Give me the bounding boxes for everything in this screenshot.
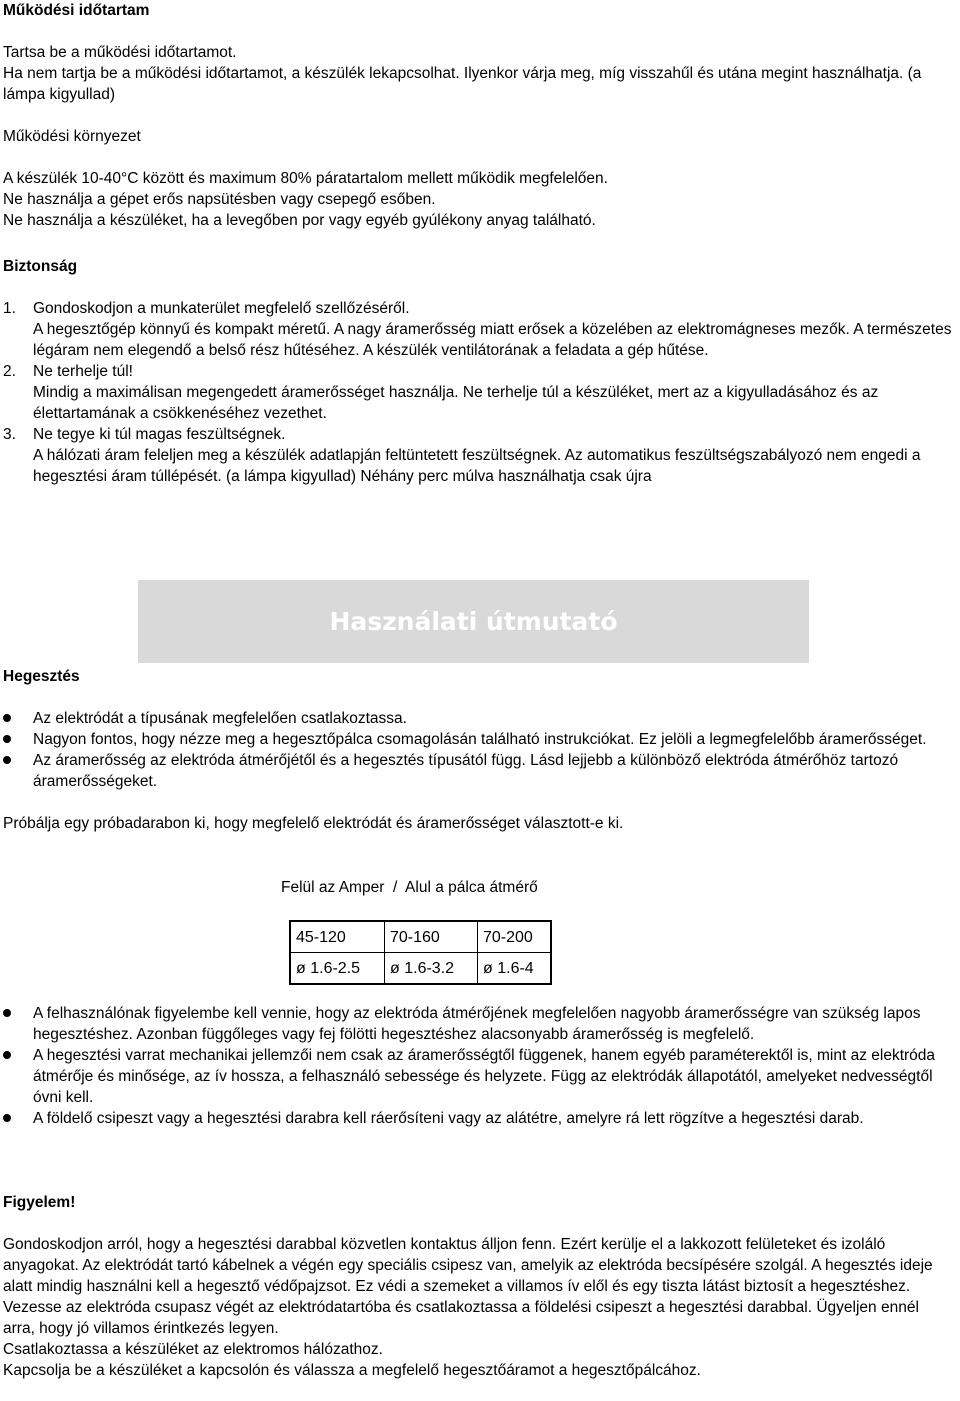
table-cell: ø 1.6-4 (478, 953, 552, 985)
manual-banner: Használati útmutató (138, 580, 809, 663)
amperage-table (289, 920, 552, 985)
list-item: A hegesztési varrat mechanikai jellemzői nem csak az áramerősségtől függenek, hanem egyéb paraméterektől is, mint az elektróda átmérője és minősége, az ív hossza, a felhasználó sebessége és helyzete. Függ az elektródák állapotától, amelyeket nedvességtől óvni kell. (3, 1045, 955, 1108)
section-title: Biztonság (3, 258, 78, 275)
table-cell: ø 1.6-2.5 (290, 953, 385, 985)
item-heading: Ne tegye ki túl magas feszültségnek. (33, 426, 286, 443)
list-item: A földelő csipeszt vagy a hegesztési darabra kell ráerősíteni vagy az alátétre, amelyre rá lett rögzítve a hegesztési darab. (3, 1108, 955, 1129)
paragraph: Tartsa be a működési időtartamot. (3, 44, 237, 61)
item-body: A hegesztőgép könnyű és kompakt méretű. A nagy áramerősség miatt erősek a közelében az elektromágneses mezők. A természetes légáram nem elegendő a belső rész hűtéséhez. A készülék ventilátorának a feladata a gép hűtése. (33, 321, 952, 359)
section-title: Működési környezet (3, 128, 141, 145)
numbered-item (3, 298, 955, 361)
item-number: 1. (3, 300, 16, 317)
paragraph: A készülék 10-40°C között és maximum 80% páratartalom mellett működik megfelelően. (3, 170, 608, 187)
section-operating-time (3, 0, 955, 105)
bullet-list (3, 708, 955, 792)
item-number: 3. (3, 426, 16, 443)
list-item: Az elektródát a típusának megfelelően csatlakoztassa. (3, 708, 955, 729)
item-body: A hálózati áram feleljen meg a készülék adatlapján feltüntetett feszültségnek. Az automatikus feszültségszabályozó nem engedi a hegesztési áram túllépését. (a lámpa kigyullad) Néhány perc múlva használhatja csak újra (33, 447, 921, 485)
table-row (290, 921, 551, 953)
list-item: A felhasználónak figyelembe kell vennie, hogy az elektróda átmérőjének megfelelően nagyobb áramerősségre van szükség lapos hegesztéshez. Azonban függőleges vagy fej fölötti hegesztéshez alacsonyabb áramerősség is megfelelő. (3, 1003, 955, 1045)
section-title: Hegesztés (3, 668, 80, 685)
list-item: Az áramerősség az elektróda átmérőjétől és a hegesztés típusától függ. Lásd lejjebb a különböző elektróda átmérőhöz tartozó áramerősségeket. (3, 750, 955, 792)
paragraph: Csatlakoztassa a készüléket az elektromos hálózathoz. (3, 1341, 383, 1358)
table-caption: Felül az Amper / Alul a pálca átmérő (281, 879, 538, 896)
section-title: Működési időtartam (3, 2, 150, 19)
table-cell: 45-120 (290, 921, 385, 953)
bullet-list (3, 1003, 955, 1129)
item-number: 2. (3, 363, 16, 380)
section-welding-notes (3, 1003, 955, 1129)
paragraph: Próbálja egy próbadarabon ki, hogy megfelelő elektródát és áramerősséget választott-e ki. (3, 815, 624, 832)
table-cell: 70-160 (385, 921, 478, 953)
paragraph: Ha nem tartja be a működési időtartamot, a készülék lekapcsolhat. Ilyenkor várja meg, míg visszahűl és utána megint használhatja. (a lámpa kigyullad) (3, 65, 922, 103)
section-environment (3, 126, 955, 231)
numbered-item (3, 361, 955, 424)
section-safety (3, 256, 955, 487)
list-item: Nagyon fontos, hogy nézze meg a hegesztőpálca csomagolásán található instrukciókat. Ez jelöli a legmegfelelőbb áramerősséget. (3, 729, 955, 750)
section-attention (3, 1192, 955, 1381)
paragraph: Ne használja a gépet erős napsütésben vagy csepegő esőben. (3, 191, 436, 208)
paragraph: Ne használja a készüléket, ha a levegőben por vagy egyéb gyúlékony anyag található. (3, 212, 596, 229)
table-cell: ø 1.6-3.2 (385, 953, 478, 985)
paragraph: Vezesse az elektróda csupasz végét az elektródatartóba és csatlakoztassa a földelési csipeszt a hegesztési darabbal. Ügyeljen ennél arra, hogy jó villamos érintkezés legyen. (3, 1299, 919, 1337)
paragraph: Gondoskodjon arról, hogy a hegesztési darabbal közvetlen kontaktus álljon fenn. Ezért kerülje el a lakkozott felületeket és izoláló anyagokat. Az elektródát tartó kábelnek a végén egy speciális csipesz van, amelyik az elektróda becsípésére szolgál. A hegesztés ideje alatt mindig használni kell a hegesztő védőpajzsot. Ez védi a szemeket a villamos ív elől és egy tiszta látást biztosít a hegesztéshez. (3, 1236, 933, 1295)
section-title: Figyelem! (3, 1194, 76, 1211)
numbered-item (3, 424, 955, 487)
table-row (290, 953, 551, 985)
item-heading: Gondoskodjon a munkaterület megfelelő szellőzéséről. (33, 300, 410, 317)
table-cell: 70-200 (478, 921, 552, 953)
section-welding (3, 666, 955, 834)
item-body: Mindig a maximálisan megengedett áramerősséget használja. Ne terhelje túl a készüléket, mert az a kigyulladásához és az élettartamának a csökkenéséhez vezethet. (33, 384, 879, 422)
paragraph: Kapcsolja be a készüléket a kapcsolón és válassza a megfelelő hegesztőáramot a hegesztőpálcához. (3, 1362, 701, 1379)
item-heading: Ne terhelje túl! (33, 363, 133, 380)
